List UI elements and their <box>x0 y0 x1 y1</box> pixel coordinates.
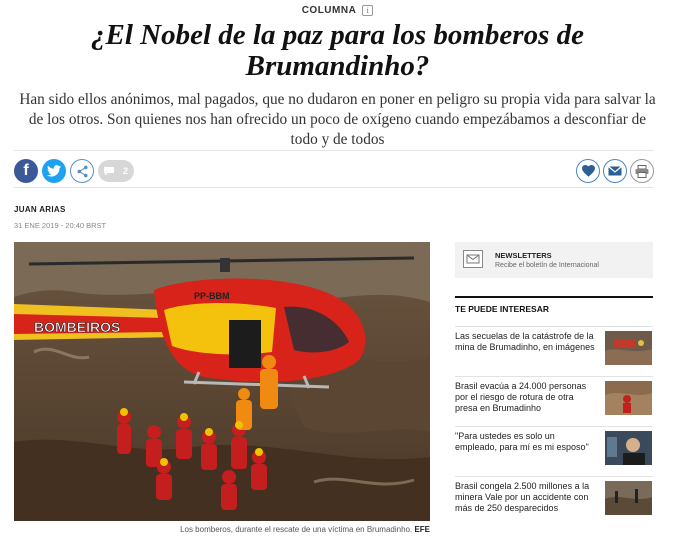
facebook-icon: f <box>23 162 29 179</box>
related-item-title[interactable]: Brasil congela 2.500 millones a la minera Vale por un accidente con más de 250 desparecidos <box>455 481 590 513</box>
printer-icon <box>635 165 649 178</box>
caption-text: Los bomberos, durante el rescate de una víctima en Brumadinho. <box>180 525 413 534</box>
helicopter-text: BOMBEIROS <box>34 319 121 335</box>
newsletter-subtitle: Recibe el boletín de Internacional <box>495 262 599 269</box>
related-item[interactable] <box>455 426 653 476</box>
subtitle: Han sido ellos anónimos, mal pagados, que no dudaron en poner en peligro su propia vida para salvar la de los otros. Son quienes nos han ofrecido un poco de oxígeno cuando empezábamos a desconfiar de todo y de todos <box>19 91 656 148</box>
photo-caption <box>150 525 430 534</box>
comment-icon <box>103 166 115 176</box>
photo-credit: EFE <box>414 525 430 534</box>
info-icon[interactable]: i <box>362 5 373 16</box>
print-button[interactable] <box>630 159 654 183</box>
article-photo[interactable] <box>14 242 430 521</box>
mail-icon <box>608 166 622 176</box>
save-button[interactable] <box>576 159 600 183</box>
twitter-icon <box>47 165 61 177</box>
share-icon <box>76 165 89 178</box>
headline-line-2: Brumandinho? <box>245 50 430 82</box>
related-item[interactable] <box>455 326 653 376</box>
related-item-title[interactable]: Brasil evacúa a 24.000 personas por el riesgo de rotura de otra presa en Brumadinho <box>455 381 587 413</box>
related-heading: TE PUEDE INTERESAR <box>455 296 653 314</box>
helicopter-registration: PP-BBM <box>194 291 230 301</box>
share-bar <box>14 150 654 188</box>
share-button[interactable] <box>70 159 94 183</box>
publish-date: 31 ENE 2019 - 20:40 BRST <box>14 221 107 230</box>
heart-icon <box>582 165 595 177</box>
email-button[interactable] <box>603 159 627 183</box>
comment-count: 2 <box>122 166 128 176</box>
related-item[interactable] <box>455 476 653 526</box>
section-label[interactable]: COLUMNA <box>301 4 357 16</box>
section-bar <box>0 2 675 18</box>
newsletter-icon <box>463 250 483 268</box>
headline <box>40 20 635 82</box>
related-item[interactable] <box>455 376 653 426</box>
newsletter-box[interactable] <box>455 242 653 278</box>
related-item-title[interactable]: Las secuelas de la catástrofe de la mina de Brumadinho, en imágenes <box>455 331 595 352</box>
comments-button[interactable] <box>98 160 134 182</box>
headline-line-1: ¿El Nobel de la paz para los bomberos de <box>91 19 584 51</box>
twitter-share-button[interactable] <box>42 159 66 183</box>
related-item-thumbnail[interactable] <box>605 481 652 515</box>
author-name[interactable]: JUAN ARIAS <box>14 205 66 214</box>
related-item-thumbnail[interactable] <box>605 381 652 415</box>
related-item-title[interactable]: "Para ustedes es solo un empleado, para mí es mi esposo" <box>455 431 589 452</box>
related-item-thumbnail[interactable] <box>605 331 652 365</box>
newsletter-title[interactable]: NEWSLETTERS <box>495 251 552 260</box>
related-item-thumbnail[interactable] <box>605 431 652 465</box>
rescue-helicopter-photo <box>14 242 430 521</box>
facebook-share-button[interactable] <box>14 159 38 183</box>
